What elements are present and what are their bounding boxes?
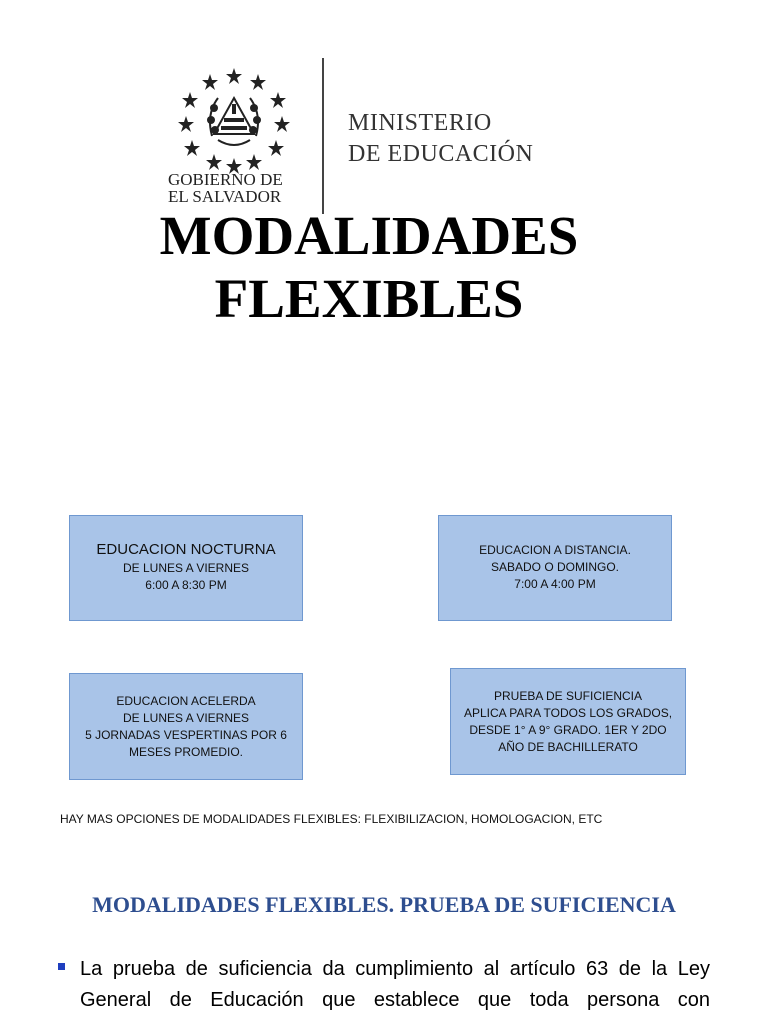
card-line: AÑO DE BACHILLERATO [498,739,638,754]
government-line-1: GOBIERNO DE [168,170,283,189]
card-line: DESDE 1° A 9° GRADO. 1ER Y 2DO [469,722,667,737]
card-title: EDUCACION A DISTANCIA. [479,543,631,557]
logo-divider [322,58,324,214]
card-line: 5 JORNADAS VESPERTINAS POR 6 [85,727,287,742]
bullet-text-line-2: General de Educación que establece que toda persona con [80,989,710,1011]
government-line-2: EL SALVADOR [168,187,282,206]
section-title: MODALIDADES FLEXIBLES. PRUEBA DE SUFICIENCIA [92,892,676,917]
ministry-line-2: DE EDUCACIÓN [348,141,534,167]
card-line: DE LUNES A VIERNES [122,561,250,575]
page-title [0,204,738,330]
card-title: EDUCACION NOCTURNA [96,541,276,558]
card-line: SABADO O DOMINGO. [490,560,619,574]
ministry-line-1: MINISTERIO [348,110,492,136]
card-acelerada [69,673,303,780]
card-line: 6:00 A 8:30 PM [145,578,227,592]
card-line: DE LUNES A VIERNES [122,710,250,725]
page-title-line-1: MODALIDADES [159,205,579,266]
card-title: EDUCACION ACELERDA [116,693,256,708]
card-line: MESES PROMEDIO. [128,744,244,759]
ministry-label [348,108,533,170]
bullet-item [58,954,710,1016]
card-distancia [438,515,672,621]
card-suficiencia [450,668,686,775]
card-line: APLICA PARA TODOS LOS GRADOS, [463,705,673,720]
square-bullet-icon [58,963,65,970]
page-title-line-2: FLEXIBLES [214,268,524,329]
card-nocturna [69,515,303,621]
ministry-logo [160,58,600,218]
national-seal-icon [174,64,294,174]
bullet-text-line-1: La prueba de suficiencia da cumplimiento al artículo 63 de la Ley [80,958,710,980]
more-options-note: HAY MAS OPCIONES DE MODALIDADES FLEXIBLES: FLEXIBILIZACION, HOMOLOGACION, ETC [60,812,603,826]
government-label [168,171,318,205]
card-title: PRUEBA DE SUFICIENCIA [493,688,643,703]
card-line: 7:00 A 4:00 PM [514,577,596,591]
